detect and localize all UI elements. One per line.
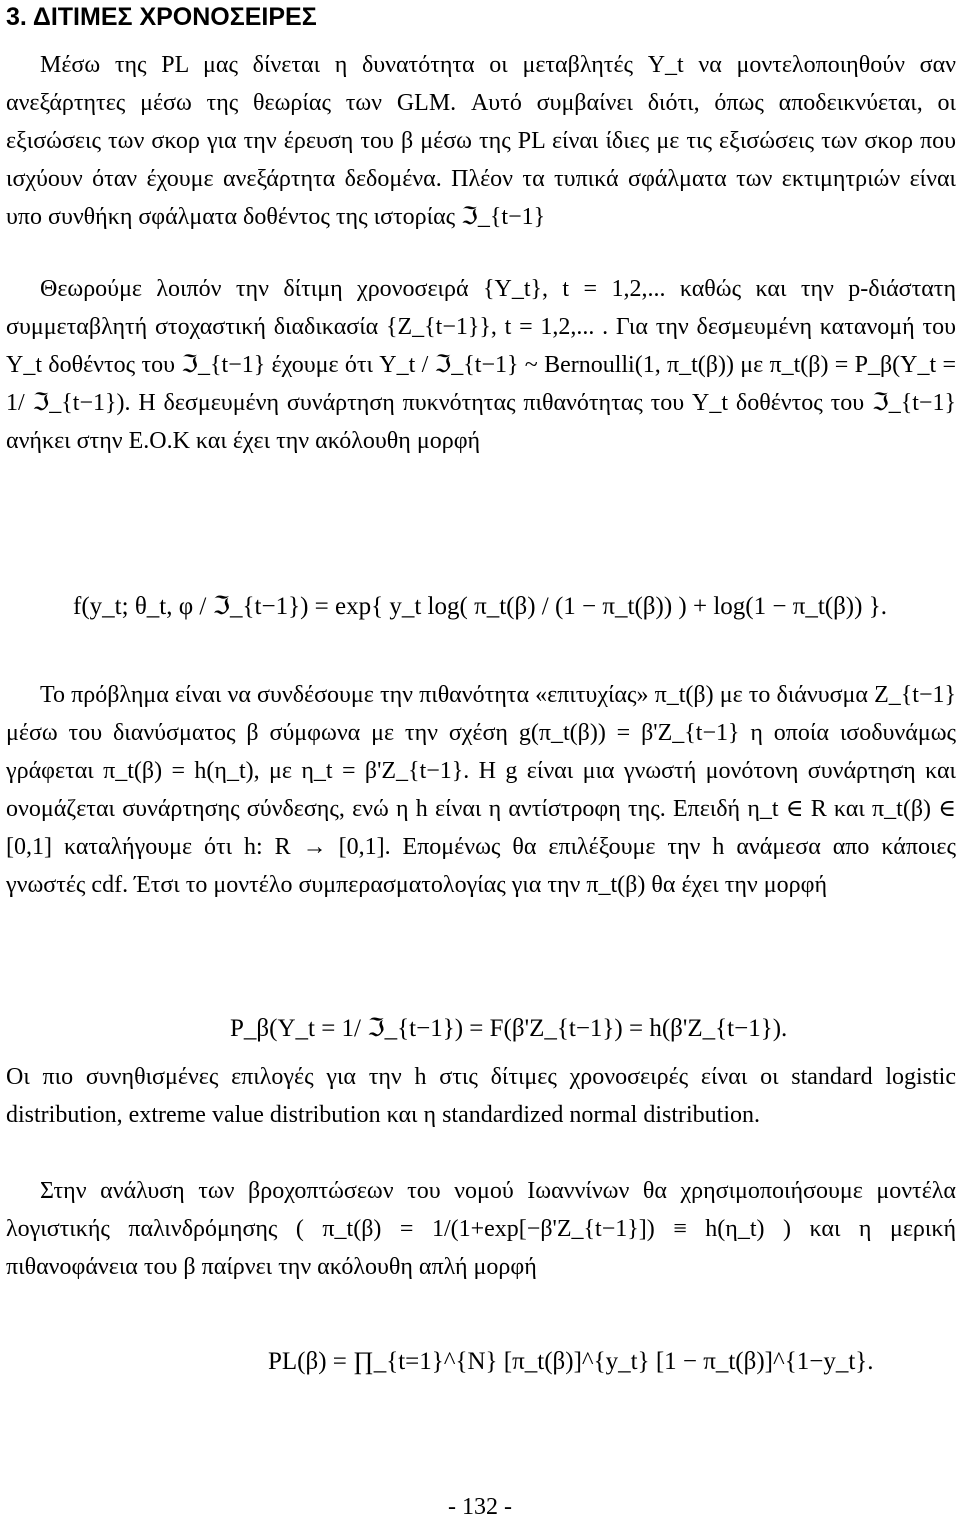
paragraph-common-choices: Οι πιο συνηθισμένες επιλογές για την h στις δίτιμες χρονοσειρές είναι οι standard logistic distribution, extreme value distribution και η standardized normal distribution.	[6, 1064, 956, 1128]
equation-model: P_β(Y_t = 1/ ℑ_{t−1}) = F(β'Z_{t−1}) = h(β'Z_{t−1}).	[230, 1015, 788, 1042]
paragraph-logistic-model: Στην ανάλυση των βροχοπτώσεων του νομού Ιωαννίνων θα χρησιμοποιήσουμε μοντέλα λογιστικής παλινδρόμησης ( π_t(β) = 1/(1+exp[−β'Z_{t−1}]) ≡ h(η_t) ) και η μερική πιθανοφάνεια του β παίρνει την ακόλουθη απλή μορφή	[6, 1178, 956, 1280]
paragraph-pl-intro: Μέσω της PL μας δίνεται η δυνατότητα οι μεταβλητές Y_t να μοντελοποιηθούν σαν ανεξάρτητες μέσω της θεωρίας των GLM. Αυτό συμβαίνει διότι, όπως αποδεικνύεται, οι εξισώσεις των σκορ για την έρευση του β μέσω της PL είναι ίδιες με τις εξισώσεις των σκορ που ισχύουν όταν έχουμε ανεξάρτητα δεδομένα. Πλέον τα τυπικά σφάλματα των εκτιμητριών είναι υπο συνθήκη σφάλματα δοθέντος της ιστορίας ℑ_{t−1}	[6, 52, 956, 230]
section-heading: 3. ΔΙΤΙΜΕΣ ΧΡΟΝΟΣΕΙΡΕΣ	[6, 3, 317, 31]
equation-partial-likelihood: PL(β) = ∏_{t=1}^{N} [π_t(β)]^{y_t} [1 − π_t(β)]^{1−y_t}.	[268, 1348, 874, 1375]
equation-density: f(y_t; θ_t, φ / ℑ_{t−1}) = exp{ y_t log( π_t(β) / (1 − π_t(β)) ) + log(1 − π_t(β)) }.	[73, 593, 887, 620]
paragraph-link-function: Το πρόβλημα είναι να συνδέσουμε την πιθανότητα «επιτυχίας» π_t(β) με το διάνυσμα Z_{t−1} μέσω του διανύσματος β σύμφωνα με την σχέση g(π_t(β)) = β'Z_{t−1} η οποία ισοδυνάμως γράφεται π_t(β) = h(η_t), με η_t = β'Z_{t−1}. Η g είναι μια γνωστή μονότονη συνάρτηση και ονομάζεται συνάρτησης σύνδεσης, ενώ η h είναι η αντίστροφη της. Επειδή η_t ∈ R και π_t(β) ∈ [0,1] καταλήγουμε ότι h: R → [0,1]. Επομένως θα επιλέξουμε την h ανάμεσα απο κάποιες γνωστές cdf. Έτσι το μοντέλο συμπερασματολογίας για την π_t(β) θα έχει την μορφή	[6, 682, 956, 898]
page-number: - 132 -	[448, 1494, 512, 1520]
paragraph-binary-series: Θεωρούμε λοιπόν την δίτιμη χρονοσειρά {Y_t}, t = 1,2,... καθώς και την p-διάστατη συμμεταβλητή στοχαστική διαδικασία {Z_{t−1}}, t = 1,2,... . Για την δεσμευμένη κατανομή του Y_t δοθέντος του ℑ_{t−1} έχουμε ότι Y_t / ℑ_{t−1} ~ Bernoulli(1, π_t(β)) με π_t(β) = P_β(Y_t = 1/ ℑ_{t−1}). Η δεσμευμένη συνάρτηση πυκνότητας πιθανότητας του Y_t δοθέντος του ℑ_{t−1} ανήκει στην Ε.Ο.Κ και έχει την ακόλουθη μορφή	[6, 276, 956, 454]
